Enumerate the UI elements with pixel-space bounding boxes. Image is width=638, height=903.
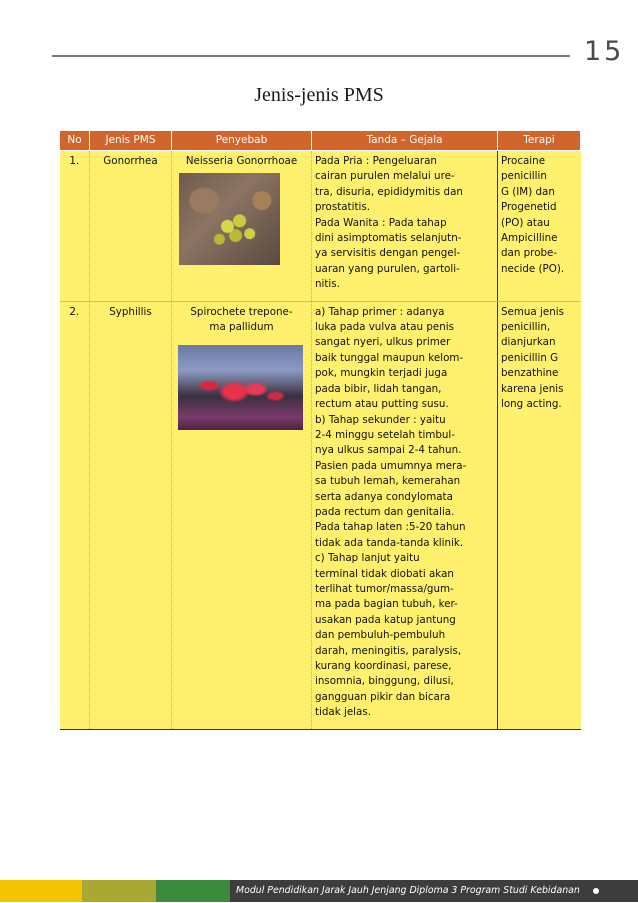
- tanda-line: serta adanya condylomata: [315, 490, 453, 503]
- gonorrhea-bacteria-image: [179, 173, 280, 265]
- tanda-line: 2-4 minggu setelah timbul-: [315, 428, 455, 441]
- footer-text: Modul Pendidikan Jarak Jauh Jenjang Diploma 3 Program Studi Kebidanan: [236, 885, 580, 896]
- terapi-line: penicillin,: [501, 321, 551, 334]
- header-penyebab: Penyebab: [172, 131, 312, 151]
- tanda-line: pada bibir, lidah tangan,: [315, 382, 442, 395]
- penyebab-line: Spirochete trepone-: [190, 305, 293, 318]
- terapi-line: penicillin: [501, 170, 547, 183]
- tanda-line: cairan purulen melalui ure-: [315, 170, 455, 183]
- tanda-line: terlihat tumor/massa/gum-: [315, 582, 454, 595]
- tanda-line: a) Tahap primer : adanya: [315, 305, 445, 318]
- tanda-line: tidak jelas.: [315, 706, 371, 719]
- tanda-line: dini asimptomatis selanjutn-: [315, 232, 462, 245]
- page-number: 15: [584, 36, 625, 67]
- tanda-line: sa tubuh lemah, kemerahan: [315, 475, 461, 488]
- tanda-line: pada rectum dan genitalia.: [315, 505, 455, 518]
- penyebab-line: ma pallidum: [209, 321, 274, 334]
- terapi-line: benzathine: [501, 367, 559, 380]
- tanda-line: uaran yang purulen, gartoli-: [315, 262, 460, 275]
- tanda-line: kurang koordinasi, parese,: [315, 660, 452, 672]
- tanda-line: Pada Pria : Pengeluaran: [315, 155, 437, 167]
- footer-green-segment: [156, 880, 230, 902]
- terapi-line: dan probe-: [501, 247, 558, 260]
- header-jenis: Jenis PMS: [90, 131, 172, 151]
- tanda-line: ya servisitis dengan pengel-: [315, 247, 461, 260]
- terapi-line: Progenetid: [501, 201, 557, 214]
- footer-olive-segment: [82, 880, 156, 902]
- header-tanda: Tanda – Gejala: [312, 131, 498, 151]
- row-penyebab: [172, 151, 312, 302]
- row-tanda: [312, 301, 498, 729]
- footer-yellow-segment: [0, 880, 82, 902]
- treponema-spirochete-image: [178, 345, 303, 430]
- terapi-line: penicillin G: [501, 351, 559, 364]
- terapi-line: Procaine: [501, 155, 546, 167]
- tanda-line: c) Tahap lanjut yaitu: [315, 552, 420, 565]
- tanda-line: rectum atau putting susu.: [315, 398, 449, 411]
- tanda-line: b) Tahap sekunder : yaitu: [315, 413, 446, 426]
- row-jenis: Gonorrhea: [90, 151, 172, 302]
- row-jenis: Syphillis: [90, 301, 172, 729]
- tanda-line: tidak ada tanda-tanda klinik.: [315, 536, 464, 549]
- tanda-line: dan pembuluh-pembuluh: [315, 629, 446, 642]
- footer-dot-icon: [593, 888, 599, 894]
- terapi-line: dianjurkan: [501, 336, 556, 349]
- tanda-line: baik tunggal maupun kelom-: [315, 351, 464, 364]
- penyebab-line: Neisseria Gonorrhoae: [185, 155, 298, 167]
- tanda-line: Pada Wanita : Pada tahap: [315, 216, 447, 229]
- tanda-line: nya ulkus sampai 2-4 tahun.: [315, 444, 462, 457]
- tanda-line: gangguan pikir dan bicara: [315, 690, 451, 703]
- terapi-line: G (IM) dan: [501, 185, 555, 198]
- row-terapi: [498, 151, 581, 302]
- tanda-line: tra, disuria, epididymitis dan: [315, 185, 463, 198]
- header-terapi: Terapi: [498, 131, 581, 151]
- terapi-line: (PO) atau: [501, 216, 550, 229]
- row-tanda: [312, 151, 498, 302]
- top-rule: [52, 55, 570, 57]
- table-row: [60, 151, 581, 302]
- tanda-line: insomnia, binggung, dilusi,: [315, 675, 454, 688]
- row-no: 1.: [60, 151, 90, 302]
- tanda-line: Pada tahap laten :5-20 tahun: [315, 521, 466, 534]
- tanda-line: usakan pada katup jantung: [315, 613, 456, 626]
- tanda-line: prostatitis.: [315, 201, 370, 214]
- row-no: 2.: [60, 301, 90, 729]
- page-title: Jenis-jenis PMS: [254, 84, 384, 106]
- terapi-line: Semua jenis: [501, 305, 564, 318]
- tanda-line: sangat nyeri, ulkus primer: [315, 336, 451, 349]
- terapi-line: Ampicilline: [501, 232, 558, 245]
- table-header-row: [60, 131, 581, 151]
- terapi-line: long acting.: [501, 398, 562, 411]
- header-no: No: [60, 131, 90, 151]
- tanda-line: darah, meningitis, paralysis,: [315, 644, 462, 657]
- row-terapi: [498, 301, 581, 729]
- tanda-line: nitis.: [315, 278, 340, 291]
- tanda-line: luka pada vulva atau penis: [315, 321, 454, 334]
- tanda-line: Pasien pada umumnya mera-: [315, 459, 467, 472]
- terapi-line: karena jenis: [501, 382, 564, 395]
- table-row: [60, 301, 581, 729]
- row-penyebab: [172, 301, 312, 729]
- tanda-line: ma pada bagian tubuh, ker-: [315, 598, 458, 611]
- tanda-line: pok, mungkin terjadi juga: [315, 367, 448, 380]
- terapi-line: necide (PO).: [501, 262, 565, 275]
- pms-table: [59, 130, 581, 730]
- tanda-line: terminal tidak diobati akan: [315, 567, 454, 580]
